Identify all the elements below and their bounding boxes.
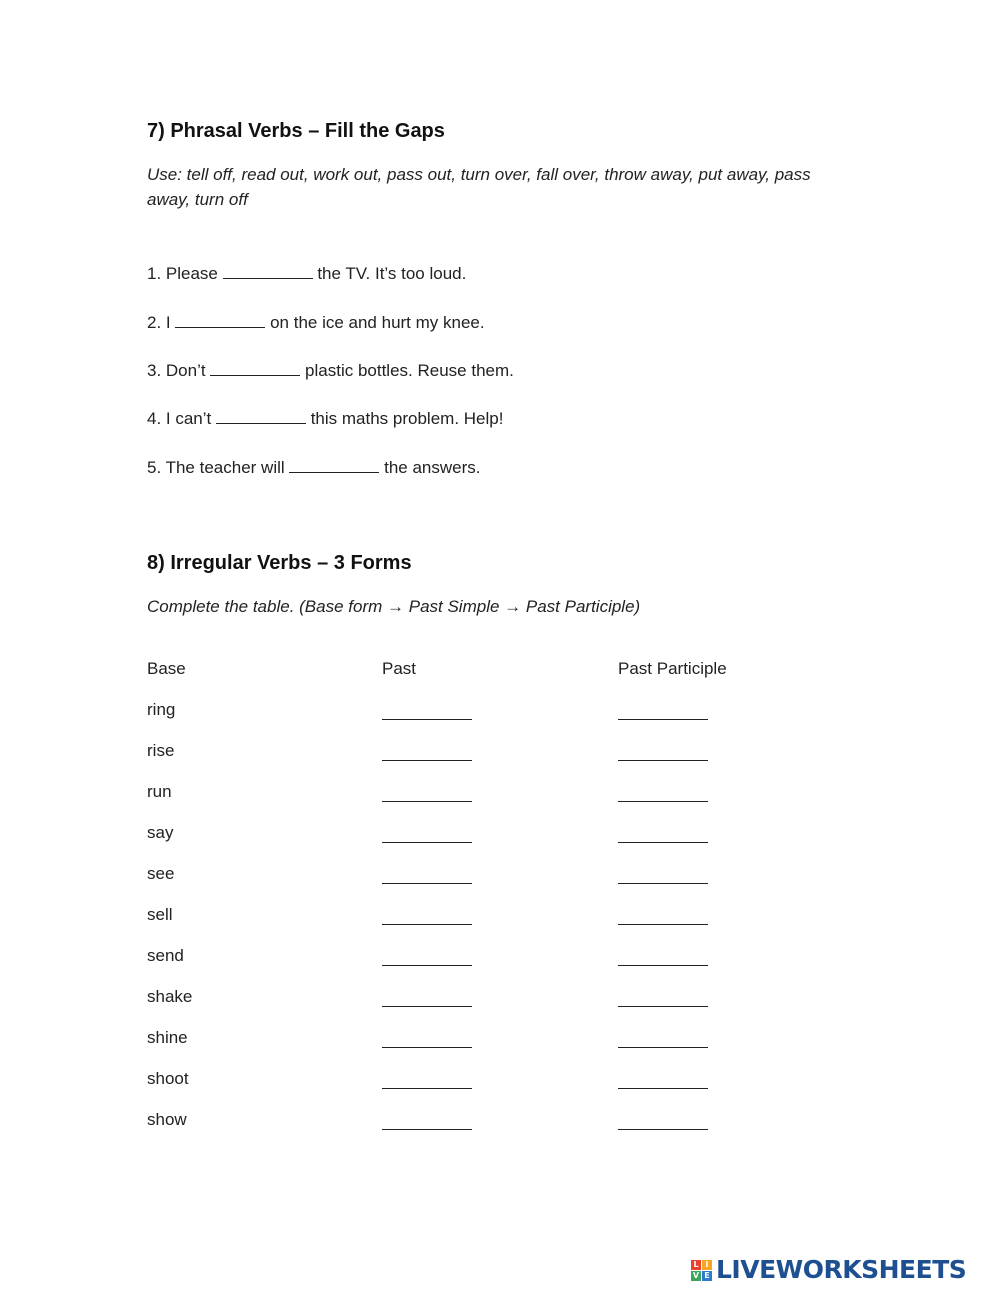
gap-sentence — [147, 407, 503, 429]
sentence-end: this maths problem. Help! — [305, 409, 504, 428]
sentence-start: 5. The teacher will — [147, 458, 290, 477]
past-participle-input[interactable] — [618, 1070, 708, 1089]
past-simple-input[interactable] — [382, 988, 472, 1007]
verb-base-form: send — [147, 946, 184, 965]
past-participle-input[interactable] — [618, 947, 708, 966]
past-participle-input[interactable] — [618, 865, 708, 884]
verb-base-form: run — [147, 782, 172, 801]
past-participle-input[interactable] — [618, 988, 708, 1007]
past-simple-input[interactable] — [382, 783, 472, 802]
verb-base-form: shake — [147, 987, 193, 1006]
past-participle-input[interactable] — [618, 783, 708, 802]
answer-gap-input[interactable] — [289, 456, 379, 473]
past-participle-input[interactable] — [618, 824, 708, 843]
sentence-end: the TV. It’s too loud. — [312, 264, 467, 283]
verb-base-form: say — [147, 823, 174, 842]
sentence-end: plastic bottles. Reuse them. — [300, 361, 514, 380]
past-participle-input[interactable] — [618, 742, 708, 761]
past-simple-input[interactable] — [382, 701, 472, 720]
verb-base-form: rise — [147, 741, 175, 760]
sentence-start: 2. I — [147, 313, 176, 332]
sentence-start: 3. Don’t — [147, 361, 211, 380]
past-participle-input[interactable] — [618, 1111, 708, 1130]
past-simple-input[interactable] — [382, 1070, 472, 1089]
logo-mark-letter: E — [702, 1271, 712, 1281]
column-header-base: Base — [147, 659, 186, 678]
column-header-past-participle: Past Participle — [618, 659, 727, 678]
sentence-start: 4. I can’t — [147, 409, 216, 428]
logo-mark-letter: L — [691, 1260, 701, 1270]
sentence-start: 1. Please — [147, 264, 223, 283]
logo-text: LIVEWORKSHEETS — [716, 1255, 967, 1284]
verb-base-form: sell — [147, 905, 173, 924]
section-7-title: 7) Phrasal Verbs – Fill the Gaps — [147, 120, 445, 142]
verb-base-form: shoot — [147, 1069, 189, 1088]
gap-sentence — [147, 456, 480, 478]
section-8-instruction: Complete the table. (Base form → Past Simple → Past Participle) — [147, 597, 641, 616]
gap-sentence — [147, 262, 466, 284]
gap-sentence — [147, 311, 485, 333]
past-simple-input[interactable] — [382, 1111, 472, 1130]
past-simple-input[interactable] — [382, 742, 472, 761]
past-simple-input[interactable] — [382, 824, 472, 843]
past-simple-input[interactable] — [382, 906, 472, 925]
column-header-past: Past — [382, 659, 417, 678]
logo-mark-icon — [691, 1260, 712, 1281]
section-8-title: 8) Irregular Verbs – 3 Forms — [147, 552, 412, 574]
answer-gap-input[interactable] — [223, 262, 313, 279]
gap-sentence — [147, 359, 514, 381]
logo-mark-letter: V — [692, 1270, 700, 1280]
answer-gap-input[interactable] — [175, 311, 265, 328]
past-simple-input[interactable] — [382, 947, 472, 966]
sentence-end: on the ice and hurt my knee. — [265, 313, 485, 332]
sentence-end: the answers. — [379, 458, 481, 477]
logo-mark-letter: I — [702, 1260, 712, 1270]
past-participle-input[interactable] — [618, 1029, 708, 1048]
answer-gap-input[interactable] — [216, 407, 306, 424]
verb-base-form: shine — [147, 1028, 188, 1047]
verb-base-form: ring — [147, 700, 176, 719]
past-participle-input[interactable] — [618, 701, 708, 720]
verb-base-form: show — [147, 1110, 187, 1129]
past-simple-input[interactable] — [382, 1029, 472, 1048]
verb-base-form: see — [147, 864, 175, 883]
liveworksheets-logo — [691, 1256, 966, 1284]
past-simple-input[interactable] — [382, 865, 472, 884]
answer-gap-input[interactable] — [210, 359, 300, 376]
past-participle-input[interactable] — [618, 906, 708, 925]
section-7-instruction: Use: tell off, read out, work out, pass out, turn over, fall over, throw away, put away, pass away, turn off — [147, 165, 811, 209]
